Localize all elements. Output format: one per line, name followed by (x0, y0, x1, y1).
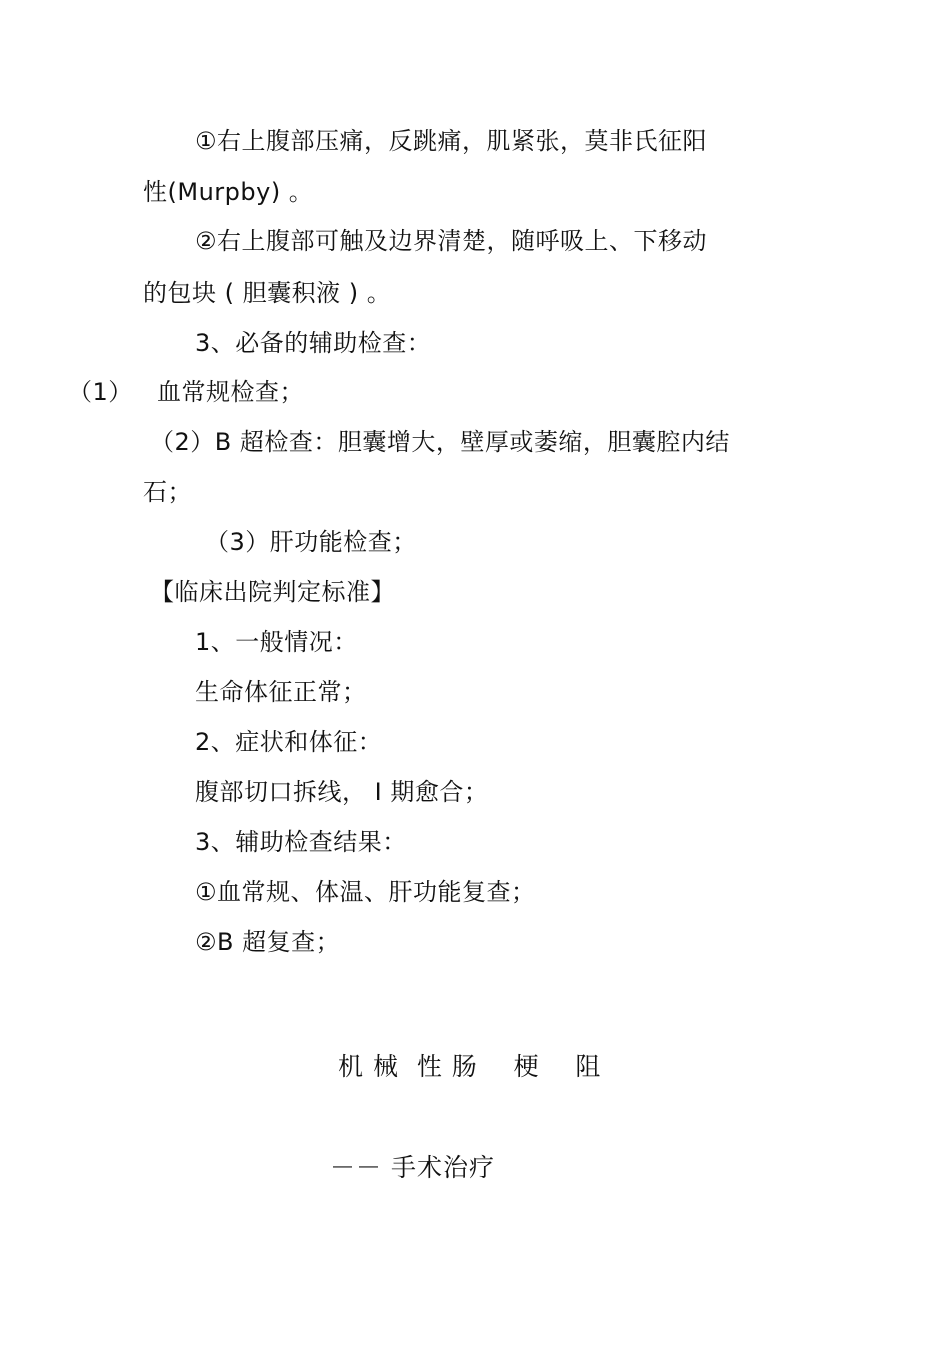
page-subtitle: －－ 手术治疗 (330, 1153, 495, 1182)
text-line: 生命体征正常； (195, 678, 367, 706)
section-heading: 3、辅助检查结果： (195, 828, 407, 856)
text-line: 性(Murpby) 。 (143, 178, 314, 206)
page-title: 机 械 性 肠 梗 阻 (338, 1052, 602, 1081)
text-line: ②B 超复查； (195, 928, 341, 956)
text-line: 腹部切口拆线， Ⅰ 期愈合； (195, 778, 489, 806)
text-line: 的包块 ( 胆囊积液 ) 。 (143, 279, 392, 307)
text-line: 血常规检查； (157, 378, 304, 406)
section-heading: 【临床出院判定标准】 (150, 578, 395, 606)
section-heading: 1、一般情况： (195, 628, 358, 656)
section-heading: 3、必备的辅助检查： (195, 329, 432, 357)
text-line: ①血常规、体温、肝功能复查； (195, 878, 536, 906)
list-number: （1） (68, 378, 133, 406)
section-heading: 2、症状和体征： (195, 728, 383, 756)
text-line: （2）B 超检查：胆囊增大，壁厚或萎缩，胆囊腔内结 (150, 428, 730, 456)
text-line: ①右上腹部压痛，反跳痛，肌紧张，莫非氏征阳 (195, 127, 708, 155)
text-line: 石； (143, 478, 192, 506)
text-line: （3）肝功能检查； (205, 528, 417, 556)
text-line: ②右上腹部可触及边界清楚，随呼吸上、下移动 (195, 227, 708, 255)
